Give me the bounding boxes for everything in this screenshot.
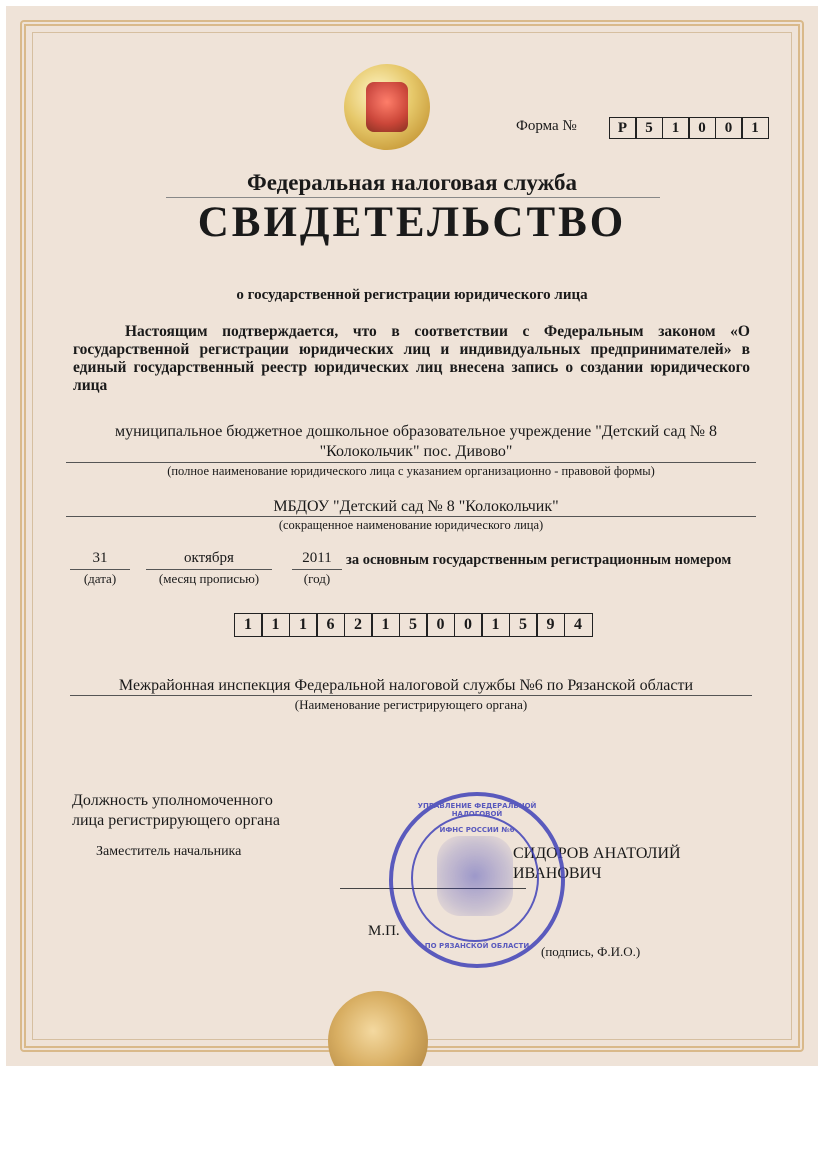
ogrn-digit: 0 — [454, 613, 483, 637]
document-title: СВИДЕТЕЛЬСТВО — [197, 199, 627, 246]
entity-full-name: муниципальное бюджетное дошкольное образовательное учреждение "Детский сад № 8 "Колокольчик" пос. Дивово" — [114, 423, 718, 460]
short-name-line — [66, 516, 756, 517]
registering-authority-name: Межрайонная инспекция Федеральной налоговой службы №6 по Рязанской области — [118, 677, 694, 694]
ogrn-digit: 1 — [371, 613, 400, 637]
month-caption: (месяц прописью) — [158, 571, 260, 586]
entity-short-name: МБДОУ "Детский сад № 8 "Колокольчик" — [273, 498, 559, 515]
form-label: Форма № — [516, 118, 577, 134]
signer-position: Заместитель начальника — [96, 844, 242, 859]
form-digit: 1 — [662, 117, 690, 139]
form-digit: Р — [609, 117, 637, 139]
ogrn-boxes — [235, 613, 593, 637]
stamp-top-text: УПРАВЛЕНИЕ ФЕДЕРАЛЬНОЙ НАЛОГОВОЙ — [417, 802, 537, 818]
form-digit: 0 — [715, 117, 743, 139]
ogrn-digit: 0 — [426, 613, 455, 637]
ogrn-digit: 5 — [509, 613, 538, 637]
reg-month: октября — [184, 550, 234, 566]
ogrn-digit: 1 — [289, 613, 318, 637]
position-title — [72, 791, 280, 831]
stamp-bottom-text: ПО РЯЗАНСКОЙ ОБЛАСТИ — [424, 942, 530, 950]
signer-name-line-2: ИВАНОВИЧ — [513, 865, 602, 882]
position-title-line-1: Должность уполномоченного — [72, 792, 273, 809]
stamp-eagle-icon — [437, 836, 513, 916]
document-subtitle: о государственной регистрации юридического лица — [236, 287, 588, 303]
short-name-caption: (сокращенное наименование юридического лица) — [278, 518, 544, 532]
certificate-sheet — [6, 6, 818, 1066]
reg-year: 2011 — [302, 550, 332, 566]
month-line — [146, 569, 272, 570]
day-caption: (дата) — [83, 571, 117, 586]
form-number-boxes — [610, 117, 769, 139]
year-line — [292, 569, 342, 570]
ogrn-digit: 6 — [316, 613, 345, 637]
ogrn-digit: 1 — [261, 613, 290, 637]
seal-place-label: М.П. — [368, 923, 400, 939]
full-name-line — [66, 462, 756, 463]
reg-number-text: за основным государственным регистрационным номером — [346, 552, 732, 568]
form-digit: 1 — [741, 117, 769, 139]
form-digit: 5 — [635, 117, 663, 139]
hologram-emblem-icon — [344, 64, 430, 150]
official-stamp-icon — [389, 792, 565, 968]
form-digit: 0 — [688, 117, 716, 139]
position-title-line-2: лица регистрирующего органа — [72, 812, 280, 829]
full-name-caption: (полное наименование юридического лица с указанием организационно - правовой формы) — [167, 464, 655, 478]
agency-name: Федеральная налоговая служба — [247, 170, 577, 195]
signer-name-line-1: СИДОРОВ АНАТОЛИЙ — [513, 845, 681, 862]
ogrn-digit: 4 — [564, 613, 593, 637]
ogrn-digit: 9 — [536, 613, 565, 637]
day-line — [70, 569, 130, 570]
ogrn-digit: 1 — [481, 613, 510, 637]
stamp-mid-text: ИФНС РОССИИ №6 — [439, 826, 515, 834]
reg-day: 31 — [92, 550, 108, 566]
authority-line — [70, 695, 752, 696]
coat-of-arms-icon — [366, 82, 408, 132]
authority-caption: (Наименование регистрирующего органа) — [294, 697, 528, 712]
intro-paragraph: Настоящим подтверждается, что в соответствии с Федеральным законом «О государственной регистрации юридических лиц и индивидуальных предпринимателей» в единый государственный реестр юридических лиц внесена запись о создании юридического лица — [73, 323, 750, 394]
ogrn-digit: 1 — [234, 613, 263, 637]
ogrn-digit: 5 — [399, 613, 428, 637]
ogrn-digit: 2 — [344, 613, 373, 637]
signature-caption: (подпись, Ф.И.О.) — [541, 944, 641, 959]
year-caption: (год) — [303, 571, 331, 586]
